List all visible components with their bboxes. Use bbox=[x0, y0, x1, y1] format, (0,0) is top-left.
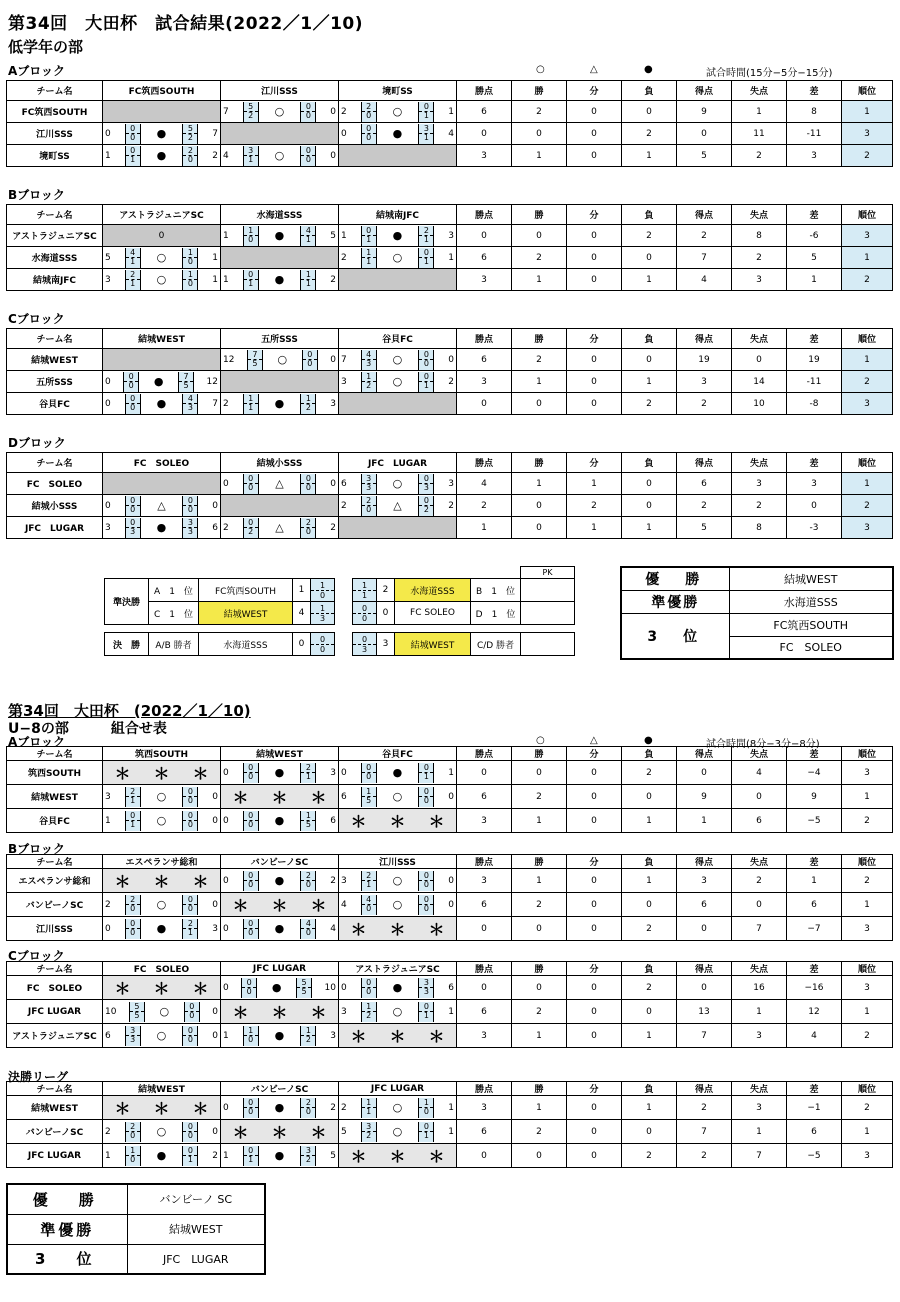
team-header: FC筑西SOUTH bbox=[103, 81, 221, 101]
match-cell: 2 1 1 ● 1 2 3 bbox=[221, 393, 339, 415]
match-cell: 0 0 0 ● 0 1 1 bbox=[339, 761, 457, 785]
team-header: 結城南JFC bbox=[339, 205, 457, 225]
match-cell: 0 0 0 ● 3 3 6 bbox=[339, 976, 457, 1000]
match-cell: 7 5 2 ○ 0 0 0 bbox=[221, 101, 339, 123]
match-cell: 0 0 0 ● 4 0 4 bbox=[221, 917, 339, 941]
team-header: エスペランサ総和 bbox=[103, 855, 221, 869]
block-table: チーム名 結城WEST 五所SSS 谷貝FC 勝点 勝 分 負 得点 失点 差 順位 結城WEST 12 7 5 ○ 0 0 0 7 4 3 ○ 0 0 0 6 2 0 0 19 0 19 1 五所SSS 0 0 0 ● 7 5 12 3 1 2 ○ 0 1 2 3 1 0 1 3 14 -11 2 谷貝FC 0 0 0 ● 4 3 7 2 1 1 ● 1 2 3 0 0 0 2 2 10 -8 3 bbox=[6, 328, 893, 415]
team-header: 境町SS bbox=[339, 81, 457, 101]
match-cell: 3 1 2 ○ 0 1 2 bbox=[339, 371, 457, 393]
table-row: JFC LUGAR 10 5 5 ○ 0 0 0 ＊ ＊ ＊ 3 1 2 ○ 0 1 1 6 2 0 0 13 1 12 1 bbox=[7, 1000, 893, 1024]
block-label: Bブロック bbox=[8, 188, 65, 202]
match-cell: 0 0 0 ● 1 5 6 bbox=[221, 809, 339, 833]
match-cell: 5 3 2 ○ 0 1 1 bbox=[339, 1120, 457, 1144]
block-table: チーム名 FC筑西SOUTH 江川SSS 境町SS 勝点 勝 分 負 得点 失点 差 順位 FC筑西SOUTH 7 5 2 ○ 0 0 0 2 2 0 ○ 0 1 1 6 2 0 0 9 1 8 1 江川SSS 0 0 0 ● 5 2 7 0 0 0 ● 3 1 4 0 0 0 2 0 11 -11 3 境町SS 1 0 1 ● 2 0 2 4 3 1 ○ 0 0 0 3 1 0 1 5 2 3 2 bbox=[6, 80, 893, 167]
team-header: 結城WEST bbox=[103, 329, 221, 349]
table-row: 筑西SOUTH ＊ ＊ ＊ 0 0 0 ● 2 1 3 0 0 0 ● 0 1 1 0 0 0 2 0 4 −4 3 bbox=[7, 761, 893, 785]
match-cell bbox=[103, 101, 221, 123]
match-cell: ＊ ＊ ＊ bbox=[339, 1024, 457, 1048]
match-cell: ＊ ＊ ＊ bbox=[103, 1096, 221, 1120]
match-cell bbox=[339, 145, 457, 167]
match-cell: ＊ ＊ ＊ bbox=[103, 761, 221, 785]
match-cell: 2 2 0 ○ 0 0 0 bbox=[103, 1120, 221, 1144]
team-header: 筑西SOUTH bbox=[103, 747, 221, 761]
match-cell: ＊ ＊ ＊ bbox=[103, 869, 221, 893]
table-row: アストラジュニアSC 6 3 3 ○ 0 0 0 1 1 0 ● 1 2 3 ＊ ＊ ＊ 3 1 0 1 7 3 4 2 bbox=[7, 1024, 893, 1048]
match-cell: ＊ ＊ ＊ bbox=[221, 893, 339, 917]
block-table: チーム名 FC SOLEO JFC LUGAR アストラジュニアSC 勝点 勝 分 負 得点 失点 差 順位 FC SOLEO ＊ ＊ ＊ 0 0 0 ● 5 5 10 0 0 0 ● 3 3 6 0 0 0 2 0 16 −16 3 JFC LUGAR 10 5 5 ○ 0 0 0 ＊ ＊ ＊ 3 1 2 ○ 0 1 1 6 2 0 0 13 1 12 1 アストラジュニアSC 6 3 3 ○ 0 0 0 1 1 0 ● 1 2 3 ＊ ＊ ＊ 3 1 0 1 7 3 4 2 bbox=[6, 961, 893, 1048]
match-cell bbox=[339, 517, 457, 539]
team-header: 結城小SSS bbox=[221, 453, 339, 473]
match-cell: ＊ ＊ ＊ bbox=[221, 785, 339, 809]
match-cell: 3 1 2 ○ 0 1 1 bbox=[339, 1000, 457, 1024]
match-cell: 6 3 3 ○ 0 0 0 bbox=[103, 1024, 221, 1048]
table-row: 江川SSS 0 0 0 ● 2 1 3 0 0 0 ● 4 0 4 ＊ ＊ ＊ 0 0 0 2 0 7 −7 3 bbox=[7, 917, 893, 941]
team-header: FC SOLEO bbox=[103, 453, 221, 473]
match-cell: ＊ ＊ ＊ bbox=[221, 1120, 339, 1144]
team-header: JFC LUGAR bbox=[221, 962, 339, 976]
match-cell: 3 0 3 ● 3 3 6 bbox=[103, 517, 221, 539]
u8-subtitle: U−8の部 組合せ表 bbox=[8, 721, 167, 737]
match-cell: 2 2 0 ○ 0 0 0 bbox=[103, 893, 221, 917]
block-label: Aブロック bbox=[8, 64, 66, 78]
team-header: アストラジュニアSC bbox=[339, 962, 457, 976]
team-header: 谷貝FC bbox=[339, 747, 457, 761]
match-cell: 2 2 0 ○ 0 1 1 bbox=[339, 101, 457, 123]
match-cell: 12 7 5 ○ 0 0 0 bbox=[221, 349, 339, 371]
team-header: 江川SSS bbox=[221, 81, 339, 101]
table-row: アストラジュニアSC 0 1 1 0 ● 4 1 5 1 0 1 ● 2 1 3 0 0 0 2 2 8 -6 3 bbox=[7, 225, 893, 247]
table-row: FC SOLEO ＊ ＊ ＊ 0 0 0 ● 5 5 10 0 0 0 ● 3 3 6 0 0 0 2 0 16 −16 3 bbox=[7, 976, 893, 1000]
table-row: エスペランサ総和 ＊ ＊ ＊ 0 0 0 ● 2 0 2 3 2 1 ○ 0 0 0 3 1 0 1 3 2 1 2 bbox=[7, 869, 893, 893]
team-header: JFC LUGAR bbox=[339, 453, 457, 473]
block-table: チーム名 筑西SOUTH 結城WEST 谷貝FC 勝点 勝 分 負 得点 失点 差 順位 筑西SOUTH ＊ ＊ ＊ 0 0 0 ● 2 1 3 0 0 0 ● 0 1 1 0 0 0 2 0 4 −4 3 結城WEST 3 2 1 ○ 0 0 0 ＊ ＊ ＊ 6 1 5 ○ 0 0 0 6 2 0 0 9 0 9 1 谷貝FC 1 0 1 ○ 0 0 0 0 0 0 ● 1 5 6 ＊ ＊ ＊ 3 1 0 1 1 6 −5 2 bbox=[6, 746, 893, 833]
table-row: 水海道SSS 5 4 1 ○ 1 0 1 2 1 1 ○ 0 1 1 6 2 0 0 7 2 5 1 bbox=[7, 247, 893, 269]
table-row: 結城WEST ＊ ＊ ＊ 0 0 0 ● 2 0 2 2 1 1 ○ 1 0 1 3 1 0 1 2 3 −1 2 bbox=[7, 1096, 893, 1120]
match-cell bbox=[339, 393, 457, 415]
match-cell: 1 1 0 ● 0 1 2 bbox=[103, 1144, 221, 1168]
match-cell: 4 4 0 ○ 0 0 0 bbox=[339, 893, 457, 917]
team-header: 結城WEST bbox=[103, 1082, 221, 1096]
match-cell: ＊ ＊ ＊ bbox=[339, 917, 457, 941]
match-cell: 3 2 1 ○ 0 0 0 bbox=[103, 785, 221, 809]
match-cell: 3 2 1 ○ 0 0 0 bbox=[339, 869, 457, 893]
match-cell: 0 0 0 ● 5 2 7 bbox=[103, 123, 221, 145]
match-cell: 2 1 1 ○ 1 0 1 bbox=[339, 1096, 457, 1120]
page-title: 第34回 大田杯 試合結果(2022／1／10) bbox=[8, 14, 363, 34]
match-cell: 0 0 0 △ 0 0 0 bbox=[221, 473, 339, 495]
match-cell: 1 0 1 ● 2 0 2 bbox=[103, 145, 221, 167]
team-header: 谷貝FC bbox=[339, 329, 457, 349]
match-cell: 0 0 0 ● 2 1 3 bbox=[221, 761, 339, 785]
team-header: JFC LUGAR bbox=[339, 1082, 457, 1096]
table-row: 結城小SSS 0 0 0 △ 0 0 0 2 2 0 △ 0 2 2 2 0 2 0 2 2 0 2 bbox=[7, 495, 893, 517]
match-cell: 1 0 1 ● 2 1 3 bbox=[339, 225, 457, 247]
block-label: Aブロック bbox=[8, 735, 66, 749]
match-cell: 2 0 2 △ 2 0 2 bbox=[221, 517, 339, 539]
match-cell: 7 4 3 ○ 0 0 0 bbox=[339, 349, 457, 371]
block-label: 決勝リーグ bbox=[8, 1070, 69, 1084]
match-cell bbox=[339, 269, 457, 291]
match-cell: 0 0 0 ● 2 0 2 bbox=[221, 1096, 339, 1120]
knockout-table: PK 準決勝 A 1 位 FC筑西SOUTH 1 1 0 1 1 2 水海道SSS B 1 位 C 1 位 結城WEST 4 1 3 0 0 0 FC SOLEO D 1 位 決 勝 A/B 勝者 水海道SSS 0 0 0 0 3 3 結城WEST C/D 勝者 bbox=[104, 566, 575, 656]
team-header: 江川SSS bbox=[339, 855, 457, 869]
semifinal-label: 準決勝 bbox=[105, 579, 149, 625]
block-table: チーム名 エスペランサ総和 バンビーノSC 江川SSS 勝点 勝 分 負 得点 失点 差 順位 エスペランサ総和 ＊ ＊ ＊ 0 0 0 ● 2 0 2 3 2 1 ○ 0 0 0 3 1 0 1 3 2 1 2 バンビーノSC 2 2 0 ○ 0 0 0 ＊ ＊ ＊ 4 4 0 ○ 0 0 0 6 2 0 0 6 0 6 1 江川SSS 0 0 0 ● 2 1 3 0 0 0 ● 4 0 4 ＊ ＊ ＊ 0 0 0 2 0 7 −7 3 bbox=[6, 854, 893, 941]
match-cell bbox=[221, 371, 339, 393]
match-cell: 0 0 0 ● 2 1 3 bbox=[103, 917, 221, 941]
table-row: FC SOLEO 0 0 0 △ 0 0 0 6 3 3 ○ 0 3 3 4 1 1 0 6 3 3 1 bbox=[7, 473, 893, 495]
team-header: バンビーノSC bbox=[221, 1082, 339, 1096]
final-label: 決 勝 bbox=[105, 633, 149, 656]
table-row: JFC LUGAR 3 0 3 ● 3 3 6 2 0 2 △ 2 0 2 1 0 1 1 5 8 -3 3 bbox=[7, 517, 893, 539]
match-cell: 0 0 0 ● 2 0 2 bbox=[221, 869, 339, 893]
section-title-lower-grades: 低学年の部 bbox=[8, 38, 84, 56]
team-header: 結城WEST bbox=[221, 747, 339, 761]
match-cell: 1 1 0 ● 1 2 3 bbox=[221, 1024, 339, 1048]
table-row: 結城WEST 12 7 5 ○ 0 0 0 7 4 3 ○ 0 0 0 6 2 0 0 19 0 19 1 bbox=[7, 349, 893, 371]
block-label: Bブロック bbox=[8, 842, 65, 856]
table-row: 五所SSS 0 0 0 ● 7 5 12 3 1 2 ○ 0 1 2 3 1 0 1 3 14 -11 2 bbox=[7, 371, 893, 393]
table-row: 谷貝FC 1 0 1 ○ 0 0 0 0 0 0 ● 1 5 6 ＊ ＊ ＊ 3 1 0 1 1 6 −5 2 bbox=[7, 809, 893, 833]
pk-label: PK bbox=[521, 567, 575, 579]
match-cell: 5 4 1 ○ 1 0 1 bbox=[103, 247, 221, 269]
team-header: バンビーノSC bbox=[221, 855, 339, 869]
match-cell: 1 0 1 ● 1 1 2 bbox=[221, 269, 339, 291]
u8-results-table: 優 勝 バンビーノ SC 準優勝 結城WEST 3 位 JFC LUGAR bbox=[6, 1183, 266, 1275]
table-row: 結城南JFC 3 2 1 ○ 1 0 1 1 0 1 ● 1 1 2 3 1 0 1 4 3 1 2 bbox=[7, 269, 893, 291]
table-row: FC筑西SOUTH 7 5 2 ○ 0 0 0 2 2 0 ○ 0 1 1 6 2 0 0 9 1 8 1 bbox=[7, 101, 893, 123]
match-cell bbox=[221, 495, 339, 517]
match-cell: 1 1 0 ● 4 1 5 bbox=[221, 225, 339, 247]
match-cell: 0 0 0 ● 7 5 12 bbox=[103, 371, 221, 393]
match-cell: 0 bbox=[103, 225, 221, 247]
table-row: 結城WEST 3 2 1 ○ 0 0 0 ＊ ＊ ＊ 6 1 5 ○ 0 0 0 6 2 0 0 9 0 9 1 bbox=[7, 785, 893, 809]
table-row: JFC LUGAR 1 1 0 ● 0 1 2 1 0 1 ● 3 2 5 ＊ ＊ ＊ 0 0 0 2 2 7 −5 3 bbox=[7, 1144, 893, 1168]
match-cell: 3 2 1 ○ 1 0 1 bbox=[103, 269, 221, 291]
block-table: チーム名 FC SOLEO 結城小SSS JFC LUGAR 勝点 勝 分 負 得点 失点 差 順位 FC SOLEO 0 0 0 △ 0 0 0 6 3 3 ○ 0 3 3 4 1 1 0 6 3 3 1 結城小SSS 0 0 0 △ 0 0 0 2 2 0 △ 0 2 2 2 0 2 0 2 2 0 2 JFC LUGAR 3 0 3 ● 3 3 6 2 0 2 △ 2 0 2 1 0 1 1 5 8 -3 3 bbox=[6, 452, 893, 539]
match-cell: 1 0 1 ○ 0 0 0 bbox=[103, 809, 221, 833]
match-cell: 10 5 5 ○ 0 0 0 bbox=[103, 1000, 221, 1024]
match-cell bbox=[103, 349, 221, 371]
block-table: チーム名 結城WEST バンビーノSC JFC LUGAR 勝点 勝 分 負 得点 失点 差 順位 結城WEST ＊ ＊ ＊ 0 0 0 ● 2 0 2 2 1 1 ○ 1 0 1 3 1 0 1 2 3 −1 2 バンビーノSC 2 2 0 ○ 0 0 0 ＊ ＊ ＊ 5 3 2 ○ 0 1 1 6 2 0 0 7 1 6 1 JFC LUGAR 1 1 0 ● 0 1 2 1 0 1 ● 3 2 5 ＊ ＊ ＊ 0 0 0 2 2 7 −5 3 bbox=[6, 1081, 893, 1168]
table-row: バンビーノSC 2 2 0 ○ 0 0 0 ＊ ＊ ＊ 5 3 2 ○ 0 1 1 6 2 0 0 7 1 6 1 bbox=[7, 1120, 893, 1144]
match-cell: ＊ ＊ ＊ bbox=[339, 809, 457, 833]
final-results-table: 優 勝 結城WEST 準優勝 水海道SSS 3 位 FC筑西SOUTH FC SOLEO bbox=[620, 566, 894, 660]
match-cell: 2 2 0 △ 0 2 2 bbox=[339, 495, 457, 517]
match-cell: 2 1 1 ○ 0 1 1 bbox=[339, 247, 457, 269]
table-row: 谷貝FC 0 0 0 ● 4 3 7 2 1 1 ● 1 2 3 0 0 0 2 2 10 -8 3 bbox=[7, 393, 893, 415]
block-table: チーム名 アストラジュニアSC 水海道SSS 結城南JFC 勝点 勝 分 負 得点 失点 差 順位 アストラジュニアSC 0 1 1 0 ● 4 1 5 1 0 1 ● 2 1 3 0 0 0 2 2 8 -6 3 水海道SSS 5 4 1 ○ 1 0 1 2 1 1 ○ 0 1 1 6 2 0 0 7 2 5 1 結城南JFC 3 2 1 ○ 1 0 1 1 0 1 ● 1 1 2 3 1 0 1 4 3 1 2 bbox=[6, 204, 893, 291]
match-cell: ＊ ＊ ＊ bbox=[221, 1000, 339, 1024]
match-cell bbox=[103, 473, 221, 495]
match-cell: 4 3 1 ○ 0 0 0 bbox=[221, 145, 339, 167]
match-cell: ＊ ＊ ＊ bbox=[103, 976, 221, 1000]
match-cell: 1 0 1 ● 3 2 5 bbox=[221, 1144, 339, 1168]
table-row: バンビーノSC 2 2 0 ○ 0 0 0 ＊ ＊ ＊ 4 4 0 ○ 0 0 0 6 2 0 0 6 0 6 1 bbox=[7, 893, 893, 917]
table-row: 江川SSS 0 0 0 ● 5 2 7 0 0 0 ● 3 1 4 0 0 0 2 0 11 -11 3 bbox=[7, 123, 893, 145]
team-header: 五所SSS bbox=[221, 329, 339, 349]
match-cell: 0 0 0 ● 5 5 10 bbox=[221, 976, 339, 1000]
block-label: Cブロック bbox=[8, 312, 65, 326]
block-label: Dブロック bbox=[8, 436, 66, 450]
team-header: アストラジュニアSC bbox=[103, 205, 221, 225]
table-row: 境町SS 1 0 1 ● 2 0 2 4 3 1 ○ 0 0 0 3 1 0 1 5 2 3 2 bbox=[7, 145, 893, 167]
match-cell: 6 1 5 ○ 0 0 0 bbox=[339, 785, 457, 809]
match-cell: 0 0 0 ● 3 1 4 bbox=[339, 123, 457, 145]
match-cell: 6 3 3 ○ 0 3 3 bbox=[339, 473, 457, 495]
match-cell: ＊ ＊ ＊ bbox=[339, 1144, 457, 1168]
match-cell bbox=[221, 123, 339, 145]
block-label: Cブロック bbox=[8, 949, 65, 963]
match-cell: 0 0 0 ● 4 3 7 bbox=[103, 393, 221, 415]
team-header: FC SOLEO bbox=[103, 962, 221, 976]
u8-title: 第34回 大田杯 (2022／1／10) bbox=[8, 702, 251, 720]
match-cell: 0 0 0 △ 0 0 0 bbox=[103, 495, 221, 517]
team-header: 水海道SSS bbox=[221, 205, 339, 225]
match-cell bbox=[221, 247, 339, 269]
